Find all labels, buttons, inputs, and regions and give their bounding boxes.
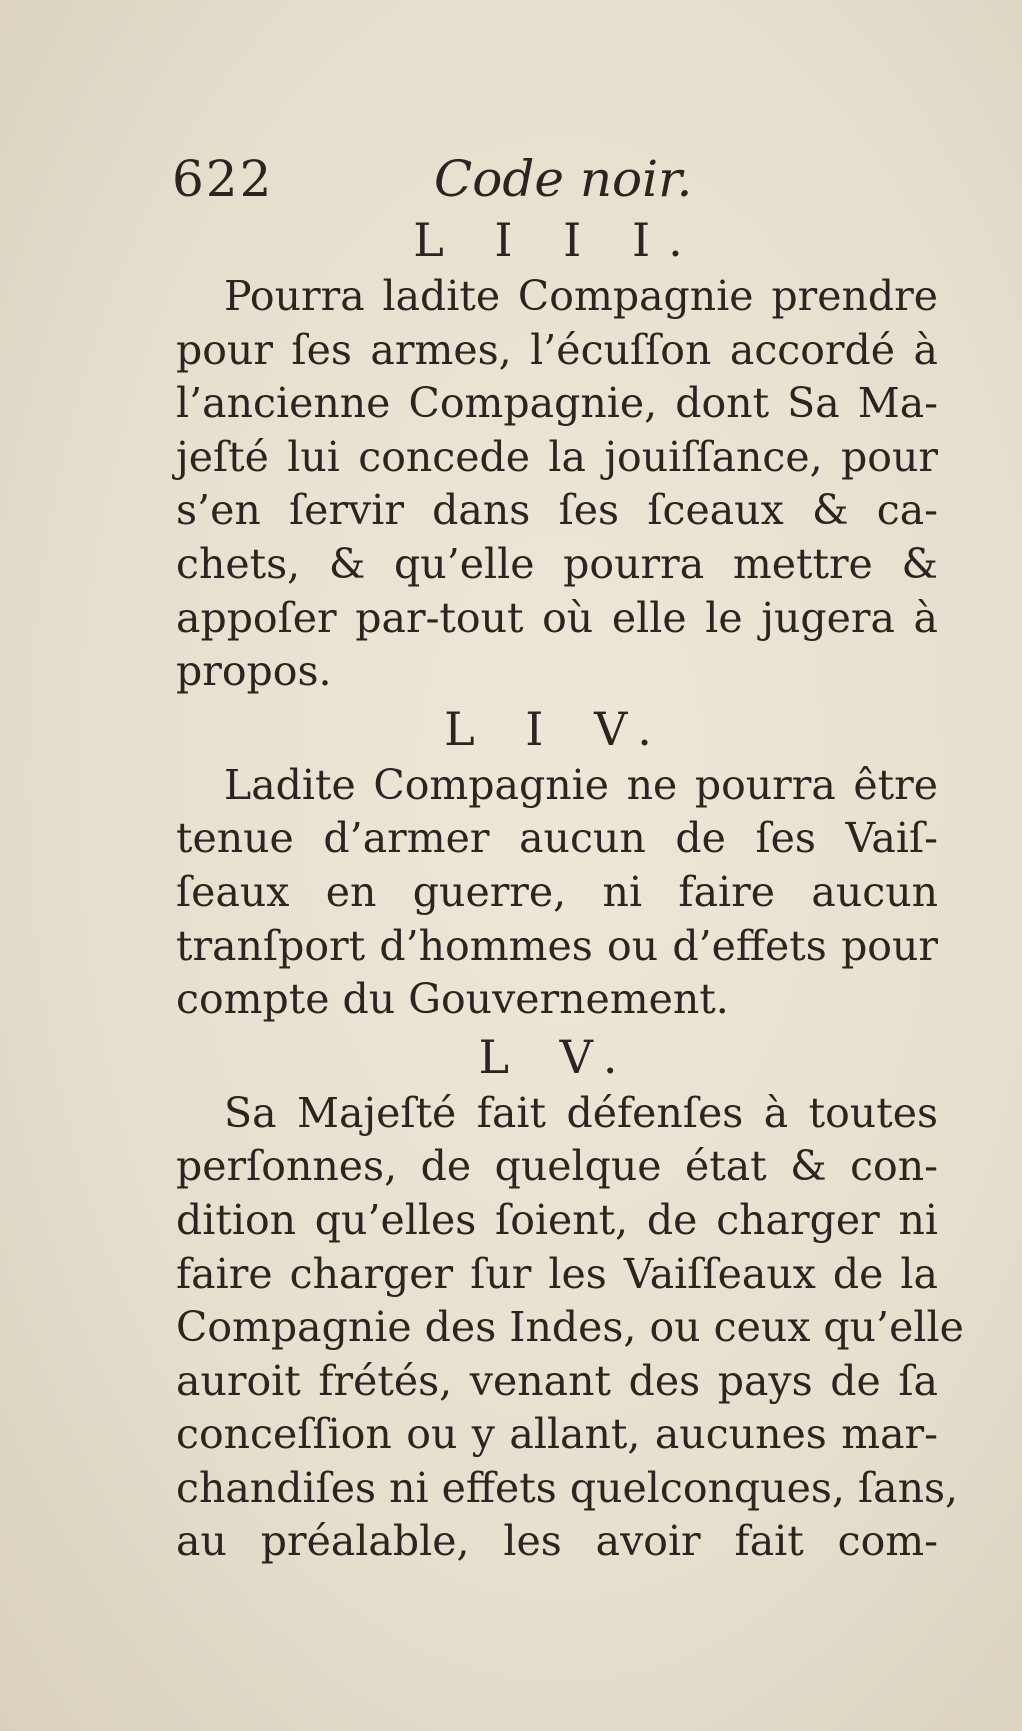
text-line: pour ſes armes, l’écuſſon accordé à	[176, 325, 938, 374]
text-line: faire charger ſur les Vaiſſeaux de la	[176, 1249, 938, 1298]
text-line: s’en ſervir dans ſes ſceaux & ca-	[176, 486, 938, 535]
text-line: Sa Majeſté fait défenſes à toutes	[224, 1088, 938, 1137]
body-text	[176, 210, 964, 1569]
text-line: chandiſes ni effets quelconques, ſans,	[176, 1463, 959, 1512]
text-line: perſonnes, de quelque état & con-	[176, 1142, 938, 1191]
text-line: ſeaux en guerre, ni faire aucun	[176, 867, 938, 916]
page-number: 622	[172, 150, 274, 208]
text-line: chets, & qu’elle pourra mettre &	[176, 539, 938, 588]
text-line: compte du Gouvernement.	[176, 975, 729, 1024]
running-header	[172, 150, 952, 210]
text-line: l’ancienne Compagnie, dont Sa Ma-	[176, 379, 938, 428]
text-line: conceſſion ou y allant, aucunes mar-	[176, 1410, 938, 1459]
text-line: Pourra ladite Compagnie prendre	[224, 272, 938, 320]
text-line: appoſer par-tout où elle le jugera à	[176, 593, 938, 642]
article-heading: L V.	[478, 1029, 636, 1084]
running-title: Code noir.	[434, 150, 693, 208]
text-line: jeſté lui concede la jouiſſance, pour	[176, 432, 938, 481]
text-line: propos.	[176, 647, 332, 696]
article-heading: L I V.	[444, 701, 670, 756]
text-line: Ladite Compagnie ne pourra être	[224, 760, 938, 809]
text-line: tranſport d’hommes ou d’effets pour	[176, 921, 938, 970]
text-line: tenue d’armer aucun de ſes Vaiſ-	[176, 814, 938, 863]
text-line: dition qu’elles ſoient, de charger ni	[176, 1195, 938, 1244]
text-line: au préalable, les avoir fait com-	[176, 1517, 938, 1566]
text-line: auroit frétés, venant des pays de ſa	[176, 1356, 938, 1405]
text-line: Compagnie des Indes, ou ceux qu’elle	[176, 1303, 964, 1352]
article-heading: L I I I.	[413, 213, 701, 267]
